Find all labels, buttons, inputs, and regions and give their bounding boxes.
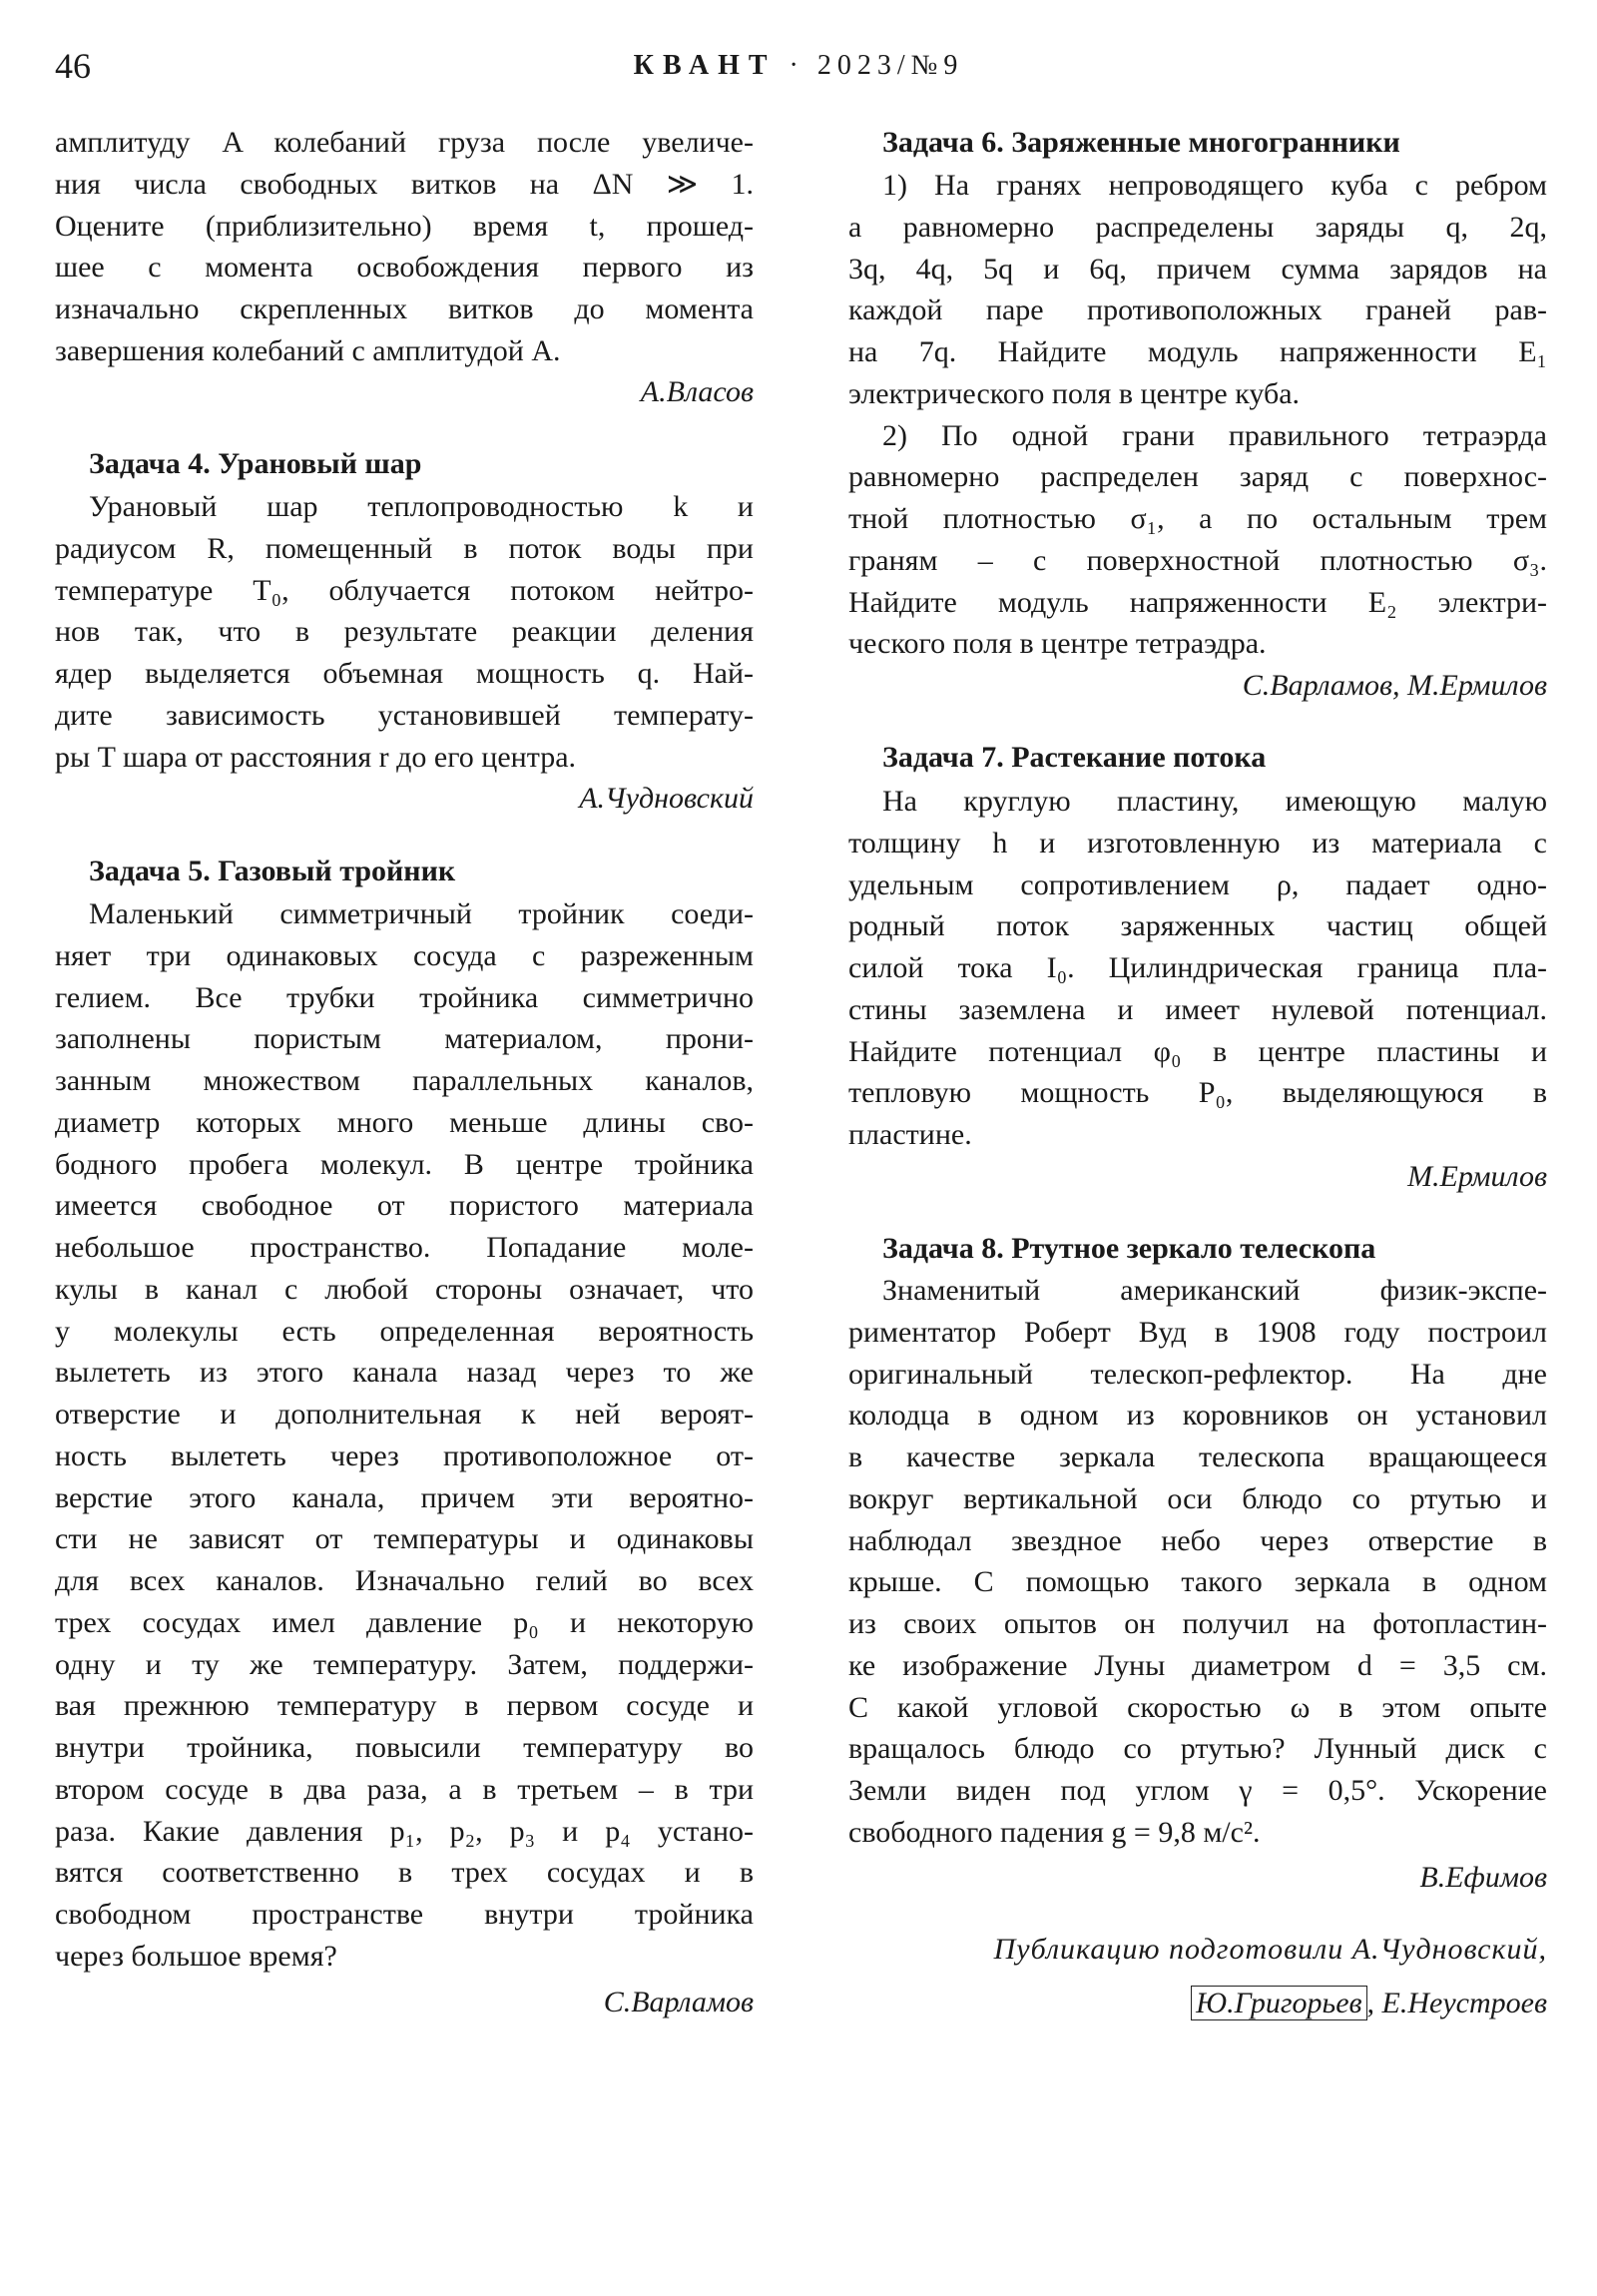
text-line: для всех каналов. Изначально гелий во всех [55, 1564, 754, 1597]
text-line: a равномерно распределены заряды q, 2q, [848, 210, 1547, 244]
task4-heading: Задача 4. Урановый шар [89, 447, 422, 480]
running-header [0, 44, 1597, 88]
task7-heading: Задача 7. Растекание потока [882, 741, 1267, 774]
text-line: завершения колебаний с амплитудой A. [55, 333, 561, 367]
text-line: имеется свободное от пористого материала [55, 1189, 754, 1223]
text-line: С какой угловой скоростью ω в этом опыте [848, 1690, 1547, 1724]
text-line: няет три одинаковых сосуда с разреженным [55, 938, 754, 972]
text-line: тной плотностью σ₁, а по остальным трем [848, 502, 1547, 535]
text-line: Земли виден под углом γ = 0,5°. Ускорение [848, 1774, 1547, 1807]
text-line: родный поток заряженных частиц общей [848, 909, 1547, 943]
text-line: из своих опытов он получил на фотопластин- [848, 1607, 1547, 1640]
text-line: Оцените (приблизительно) время t, прошед- [55, 209, 754, 243]
task5-author: С.Варламов [603, 1986, 754, 2018]
text-line: температуре T₀, облучается потоком нейтро- [55, 573, 754, 607]
text-line: толщину h и изготовленную из материала с [848, 826, 1547, 860]
task8-author: В.Ефимов [1419, 1861, 1547, 1894]
task3-continuation [55, 122, 754, 372]
text-line: изначально скрепленных витков до момента [55, 292, 754, 325]
text-line: свободном пространстве внутри тройника [55, 1898, 754, 1931]
text-line: ке изображение Луны диаметром d = 3,5 см. [848, 1648, 1547, 1682]
text-line: кулы в канал с любой стороны означает, что [55, 1272, 754, 1306]
text-line: сти не зависят от температуры и одинаковы [55, 1522, 754, 1556]
text-line: шее с момента освобождения первого из [55, 251, 754, 285]
text-line: вокруг вертикальной оси блюдо со ртутью и [848, 1481, 1547, 1515]
text-line: амплитуду A колебаний груза после увеличе- [55, 126, 754, 159]
credits-line2 [848, 1981, 1547, 2026]
boxed-name: Ю.Григорьев [1191, 1986, 1366, 2020]
task7-body [848, 781, 1547, 1156]
text-line: ния числа свободных витков на ΔN ≫ 1. [55, 167, 754, 201]
text-line: заполнены пористым материалом, прони- [55, 1022, 754, 1056]
text-line: дите зависимость установившей температу- [55, 698, 754, 732]
text-line: вращалось блюдо со ртутью? Лунный диск с [848, 1732, 1547, 1766]
text-line: занным множеством параллельных каналов, [55, 1064, 754, 1097]
text-line: втором сосуде в два раза, а в третьем – в три [55, 1772, 754, 1806]
issue-number: 2023/№9 [816, 50, 964, 81]
text-line: силой тока I₀. Цилиндрическая граница пла- [848, 951, 1547, 984]
text-line: бодного пробега молекул. В центре тройника [55, 1147, 754, 1181]
task6-author: С.Варламов, М.Ермилов [1242, 669, 1547, 702]
task7-author: М.Ермилов [1407, 1160, 1547, 1193]
text-line: 1) На гранях непроводящего куба с ребром [882, 169, 1547, 202]
task8-body [848, 1270, 1547, 1854]
text-line: вылететь из этого канала назад через то же [55, 1356, 754, 1390]
text-line: удельным сопротивлением ρ, падает одно- [848, 867, 1547, 901]
text-line: у молекулы есть определенная вероятность [55, 1314, 754, 1348]
text-line: Маленький симметричный тройник соеди- [89, 897, 754, 930]
text-line: через большое время? [55, 1939, 337, 1973]
text-line: риментатор Роберт Вуд в 1908 году построил [848, 1315, 1547, 1349]
task8-heading: Задача 8. Ртутное зеркало телескопа [882, 1232, 1376, 1265]
text-line: отверстие и дополнительная к ней вероят- [55, 1398, 754, 1431]
task4-author: А.Чудновский [579, 782, 754, 815]
credits-rest: , Е.Неустроев [1366, 1987, 1547, 2019]
text-line: тепловую мощность P₀, выделяющуюся в [848, 1076, 1547, 1110]
text-line: одну и ту же температуру. Затем, поддержи- [55, 1647, 754, 1681]
text-line: оригинальный телескоп-рефлектор. На дне [848, 1357, 1547, 1391]
text-line: диаметр которых много меньше длины сво- [55, 1105, 754, 1139]
text-line: радиусом R, помещенный в поток воды при [55, 531, 754, 565]
text-line: трех сосудах имел давление p₀ и некоторую [55, 1605, 754, 1639]
header-separator: · [789, 50, 804, 81]
text-line: свободного падения g = 9,8 м/с². [848, 1815, 1261, 1849]
text-line: 2) По одной грани правильного тетраэрда [882, 418, 1547, 452]
text-line: верстие этого канала, причем эти вероятно- [55, 1480, 754, 1514]
text-line: раза. Какие давления p₁, p₂, p₃ и p₄ устано- [55, 1814, 754, 1848]
text-line: равномерно распределен заряд с поверхнос- [848, 460, 1547, 494]
task4-body [55, 486, 754, 778]
task6-heading: Задача 6. Заряженные многогранники [882, 126, 1400, 159]
task6-body [848, 165, 1547, 665]
page-number: 46 [55, 46, 91, 86]
credits-line1: Публикацию подготовили А.Чудновский, [993, 1933, 1547, 1966]
text-line: наблюдал звездное небо через отверстие в [848, 1523, 1547, 1557]
text-line: ность вылететь через противоположное от- [55, 1438, 754, 1472]
text-line: стины заземлена и имеет нулевой потенциал. [848, 992, 1547, 1026]
text-line: внутри тройника, повысили температуру во [55, 1731, 754, 1764]
task3-author: А.Власов [640, 375, 754, 408]
text-line: электрического поля в центре куба. [848, 376, 1301, 410]
text-line: 3q, 4q, 5q и 6q, причем сумма зарядов на [848, 252, 1547, 286]
text-line: колодца в одном из коровников он установил [848, 1399, 1547, 1433]
text-line: крыше. С помощью такого зеркала в одном [848, 1565, 1547, 1599]
text-line: Урановый шар теплопроводностью k и [89, 490, 754, 523]
text-line: нов так, что в результате реакции деления [55, 615, 754, 649]
text-line: Знаменитый американский физик-экспе- [882, 1274, 1547, 1307]
text-line: гелием. Все трубки тройника симметрично [55, 980, 754, 1014]
text-line: на 7q. Найдите модуль напряженности E₁ [848, 335, 1547, 368]
text-line: На круглую пластину, имеющую малую [882, 785, 1547, 818]
text-line: небольшое пространство. Попадание моле- [55, 1231, 754, 1264]
text-line: ры T шара от расстояния r до его центра. [55, 740, 577, 774]
task5-heading: Задача 5. Газовый тройник [89, 855, 456, 887]
text-line: вая прежнюю температуру в первом сосуде и [55, 1689, 754, 1723]
text-line: граням – с поверхностной плотностью σ₃. [848, 543, 1547, 577]
text-line: вятся соответственно в трех сосудах и в [55, 1856, 754, 1890]
journal-title: КВАНТ [633, 50, 777, 81]
text-line: каждой паре противоположных граней рав- [848, 293, 1547, 327]
text-line: ческого поля в центре тетраэдра. [848, 627, 1267, 661]
text-line: Найдите потенциал φ₀ в центре пластины и [848, 1034, 1547, 1068]
text-line: ядер выделяется объемная мощность q. Най- [55, 657, 754, 690]
task5-body [55, 893, 754, 1978]
text-line: в качестве зеркала телескопа вращающееся [848, 1440, 1547, 1473]
text-line: Найдите модуль напряженности E₂ электри- [848, 585, 1547, 619]
text-line: пластине. [848, 1118, 972, 1151]
